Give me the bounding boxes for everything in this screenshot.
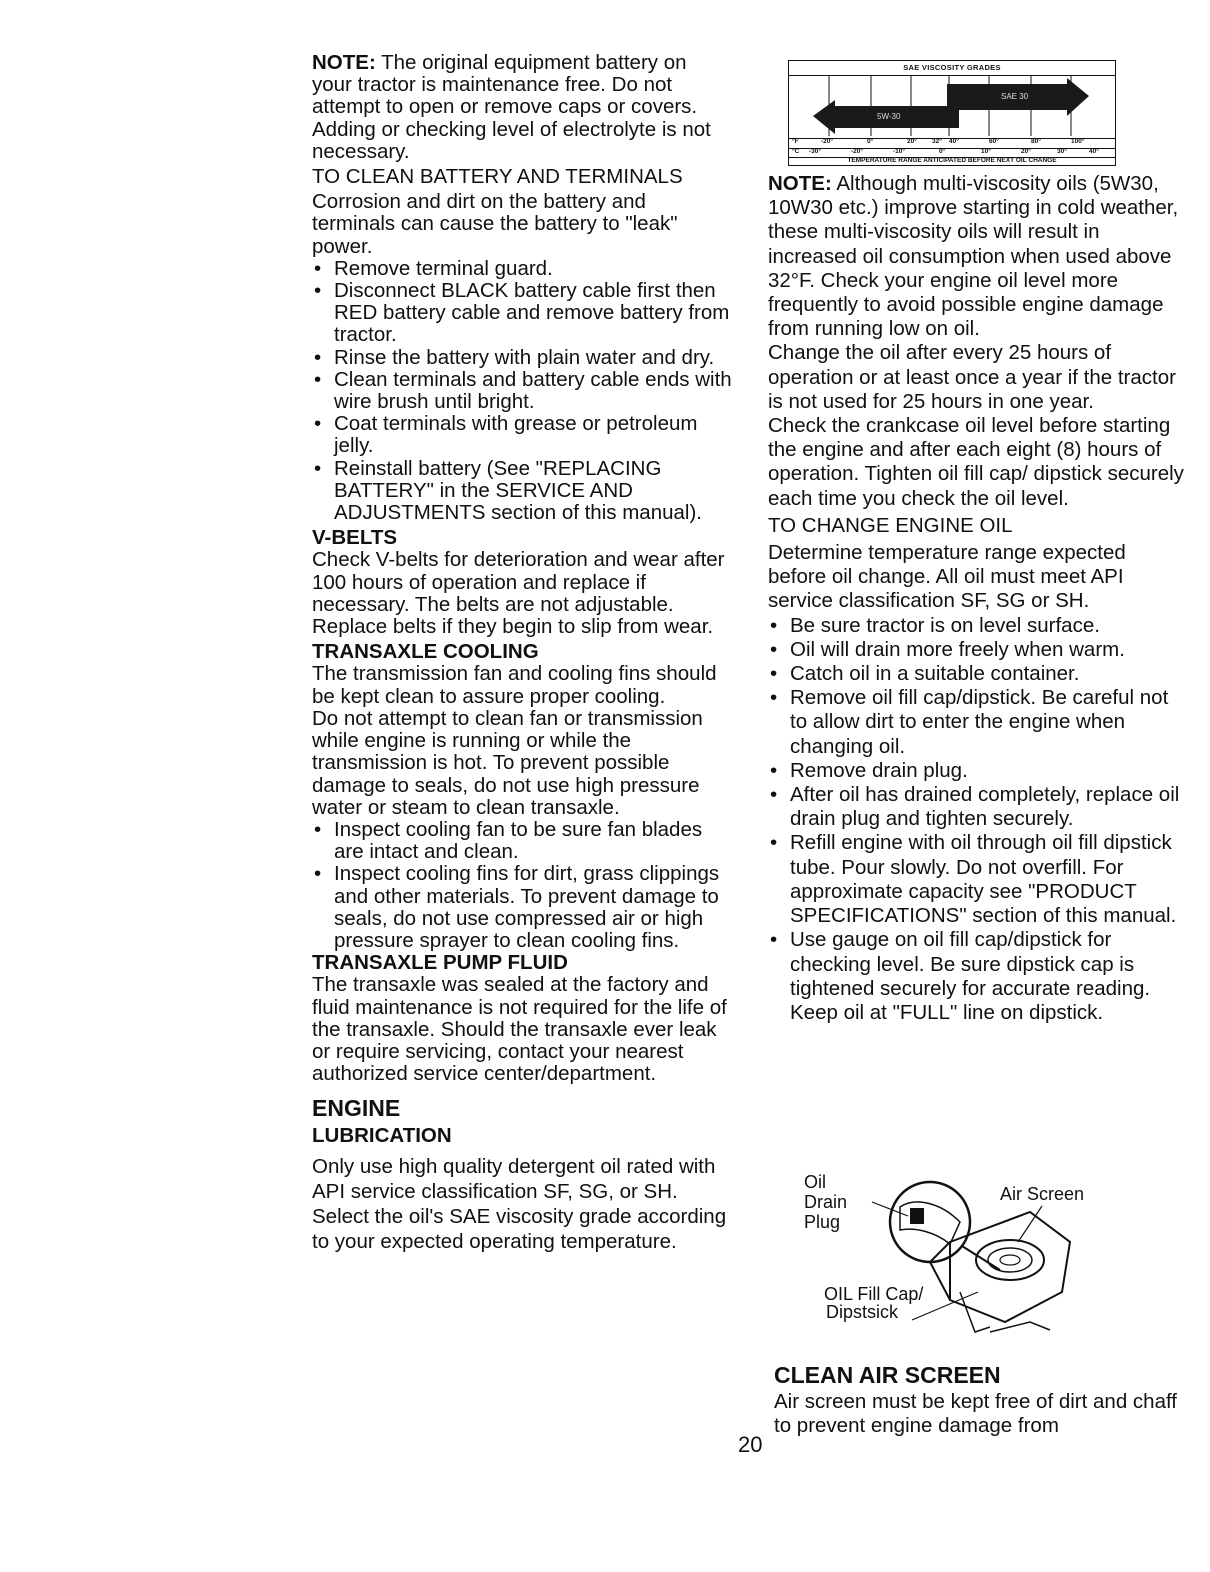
list-item: • Clean terminals and battery cable ends with wire brush until bright. [312,369,732,413]
viscosity-note [768,172,1188,341]
tick-label: 20° [907,138,917,145]
viscosity-arrows [789,76,1114,136]
note-text: The original equipment battery on your tractor is maintenance free. Do not attempt to open or remove caps or covers. Adding or checking level of electrolyte is not necessary. [312,51,711,163]
list-item: • Disconnect BLACK battery cable first then RED battery cable and remove battery from tractor. [312,280,732,347]
battery-steps [312,258,732,524]
change-oil-steps [768,614,1188,1025]
tick-label: 30° [1057,148,1067,155]
battery-intro: Corrosion and dirt on the battery and terminals can cause the battery to "leak" power. [312,190,678,258]
list-item: • Use gauge on oil fill cap/dipstick for checking level. Be sure dipstick cap is tightened securely for accurate reading. Keep oil at "FULL" line on dipstick. [768,928,1188,1025]
tick-label: 10° [981,148,991,155]
tick-label: 40° [949,138,959,145]
air-screen-heading: CLEAN AIR SCREEN [774,1362,1001,1388]
engine-heading: ENGINE [312,1095,401,1122]
tick-label: 20° [1021,148,1031,155]
note-text: Although multi-viscosity oils (5W30, 10W30 etc.) improve starting in cold weather, these multi-viscosity oils will result in increased oil consumption when used above 32°F. Check your engine oil level more frequently to avoid possible engine damage from running low on oil. [768,172,1179,341]
list-item: • Remove drain plug. [768,759,1188,783]
vbelts-text: Check V-belts for deterioration and wear after 100 hours of operation and replace if necessary. The belts are not adjustable. Replace belts if they begin to slip from wear. [312,548,725,639]
lubrication-text: Only use high quality detergent oil rated with API service classification SF, SG, or SH. Select the oil's SAE viscosity grade according to your expected operating temperature. [312,1154,727,1253]
cooling-text-1: The transmission fan and cooling fins should be kept clean to assure proper cooling. [312,662,717,708]
tick-label: 0° [867,138,874,145]
tick-label: °F [792,138,799,145]
tick-label: 100° [1071,138,1085,145]
tick-label: -30° [809,148,821,155]
band-5w30: 5W-30 [877,112,901,121]
vbelts-heading: V-BELTS [312,526,398,550]
list-item: • Remove oil fill cap/dipstick. Be careful not to allow dirt to enter the engine when changing oil. [768,686,1188,759]
label-dipstick: Dipstsick [826,1302,899,1322]
list-item: • Coat terminals with grease or petroleum jelly. [312,413,732,457]
chart-title: SAE VISCOSITY GRADES [903,63,1001,72]
list-item: • After oil has drained completely, replace oil drain plug and tighten securely. [768,783,1188,831]
lubrication-heading: LUBRICATION [312,1124,452,1148]
cooling-heading: TRANSAXLE COOLING [312,640,539,664]
right-column [768,172,1188,1025]
list-item: • Inspect cooling fins for dirt, grass clippings and other materials. To prevent damage to seals, do not use compressed air or high pressure sprayer to clean cooling fins. [312,863,732,952]
list-item: • Rinse the battery with plain water and dry. [312,347,732,369]
battery-note [312,52,732,163]
left-column [312,52,732,1254]
change-oil-heading: TO CHANGE ENGINE OIL [768,513,1013,537]
tick-label: 80° [1031,138,1041,145]
check-level-text: Check the crankcase oil level before starting the engine and after each eight (8) hours of operation. Tighten oil fill cap/ dipstick securely each time you check the oil level. [768,414,1184,510]
pump-heading: TRANSAXLE PUMP FLUID [312,951,568,975]
tick-label: -20° [821,138,833,145]
battery-heading: TO CLEAN BATTERY AND TERMINALS [312,165,683,189]
change-oil-intro: Determine temperature range expected before oil change. All oil must meet API service classification SF, SG or SH. [768,541,1126,613]
list-item: • Be sure tractor is on level surface. [768,614,1188,638]
chart-footer: TEMPERATURE RANGE ANTICIPATED BEFORE NEXT OIL CHANGE [847,157,1057,164]
list-item: • Catch oil in a suitable container. [768,662,1188,686]
list-item: • Remove terminal guard. [312,258,732,280]
label-oil: Oil [804,1172,826,1192]
pump-text: The transaxle was sealed at the factory and fluid maintenance is not required for the life of the transaxle. Should the transaxle ever leak or require servicing, contact your nearest authorized service center/department. [312,973,727,1086]
tick-label: 60° [989,138,999,145]
tick-label: 0° [939,148,946,155]
tick-label: 40° [1089,148,1099,155]
viscosity-chart [788,60,1116,166]
label-plug: Plug [804,1212,841,1232]
note-label: NOTE: [312,51,376,74]
air-screen-section [774,1360,1184,1438]
chart-band-area [789,75,1115,139]
band-sae30: SAE 30 [1001,92,1029,101]
note-label: NOTE: [768,172,832,195]
cooling-text-2: Do not attempt to clean fan or transmission while engine is running or while the transmission is hot. To prevent possible damage to seals, do not use high pressure water or steam to clean transaxle. [312,706,703,819]
tick-label: °C [792,148,800,155]
air-screen-text: Air screen must be kept free of dirt and chaff to prevent engine damage from [774,1390,1177,1437]
change-interval-text: Change the oil after every 25 hours of operation or at least once a year if the tractor is not used for 25 hours in one year. [768,341,1176,413]
cooling-steps [312,819,732,952]
engine-diagram [800,1172,1100,1357]
list-item: • Inspect cooling fan to be sure fan blades are intact and clean. [312,819,732,863]
label-drain: Drain [804,1192,848,1212]
label-fill-cap: OIL Fill Cap/ [824,1284,924,1304]
list-item: • Reinstall battery (See "REPLACING BATTERY" in the SERVICE AND ADJUSTMENTS section of this manual). [312,458,732,525]
list-item: • Oil will drain more freely when warm. [768,638,1188,662]
label-air-screen: Air Screen [1000,1184,1085,1204]
tick-label: -20° [851,148,863,155]
page-number: 20 [738,1432,763,1457]
tick-label: -10° [893,148,905,155]
list-item: • Refill engine with oil through oil fill dipstick tube. Pour slowly. Do not overfill. For approximate capacity see "PRODUCT SPECIFICATIONS" section of this manual. [768,831,1188,928]
tick-label: 32° [932,138,942,145]
